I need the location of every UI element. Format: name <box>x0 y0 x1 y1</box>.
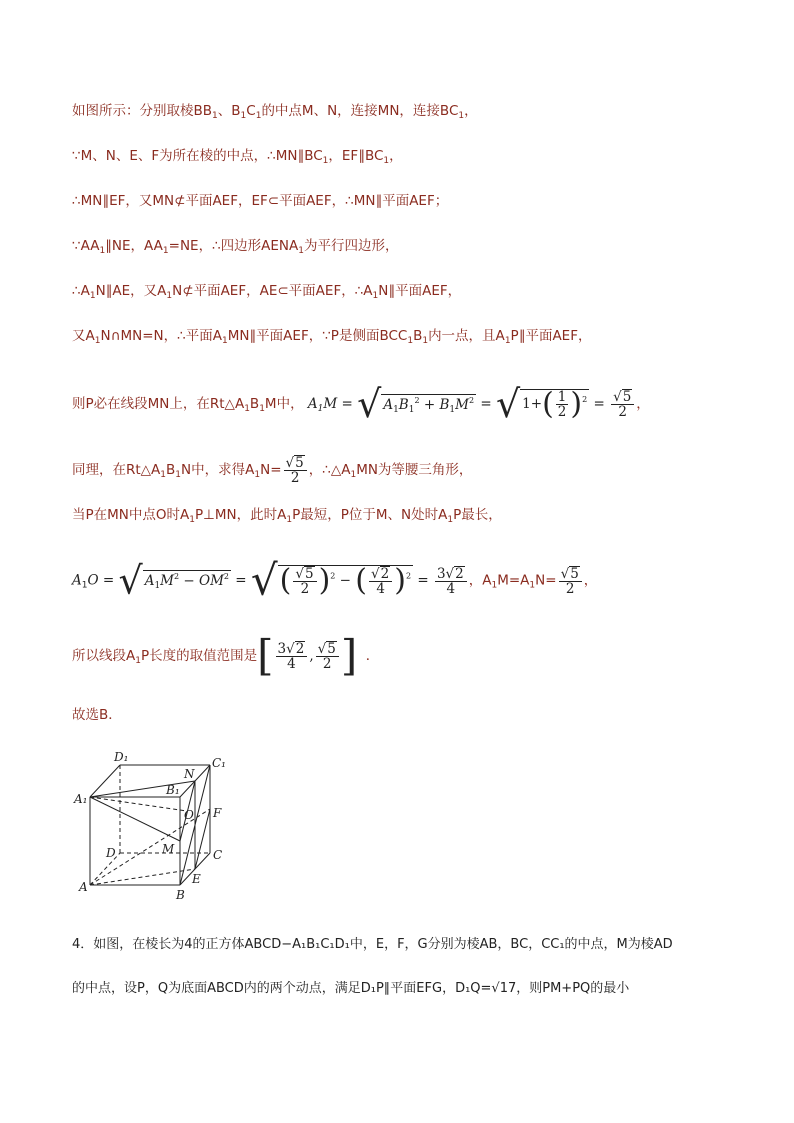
solution-line-9: 当P在MN中点O时$A_1P\perp MN$，此时$A_1P$最短，P位于M、N处时$A_1P$最长， <box>72 507 502 525</box>
solution-line-1: 如图所示：分别取棱$BB_1$、$B_1C_1$的中点M、N，连接MN，连接$BC_1$， <box>72 103 478 121</box>
solution-line-5: $\therefore A_1N\parallel AE$，又$A_1N⊄$平面AEF，AE⊂平面AEF，$\therefore A_1N\parallel$平面AEF， <box>72 283 462 301</box>
solution-line-4: $\because AA_1\parallel NE$，$AA_1=NE$，∴四边形$AENA_1$为平行四边形， <box>72 238 399 256</box>
solution-line-11: 所以线段$A_1P$长度的取值范围是[ $\frac{3√2}{4}$ , $\frac{√5}{2}$ ] ． <box>72 631 380 680</box>
label-D: D <box>106 846 116 860</box>
label-F: F <box>213 806 222 820</box>
label-C1: C₁ <box>212 756 226 770</box>
label-N: N <box>184 767 195 781</box>
solution-line-3: ∴MN∥EF，又MN⊄平面AEF，EF⊂平面AEF，∴MN∥平面AEF； <box>72 193 449 209</box>
question-4-line-2: 的中点，设P，Q为底面ABCD内的两个动点，满足D₁P∥平面EFG，D₁Q=√17，则PM+PQ的最小 <box>72 981 630 996</box>
label-A: A <box>79 880 88 894</box>
cube-figure <box>70 745 250 905</box>
label-B: B <box>176 888 185 902</box>
solution-line-6: 又$A_1N\cap MN=N$，∴平面$A_1MN\parallel$平面AEF，∵P是侧面$BCC_1B_1$内一点，且$A_1P\parallel$平面AEF， <box>72 328 592 346</box>
label-C: C <box>213 848 223 862</box>
label-B1: B₁ <box>166 783 180 797</box>
label-E: E <box>192 872 201 886</box>
question-4-line-1: 4．如图，在棱长为4的正方体ABCD−A₁B₁C₁D₁中，E，F，G分别为棱AB，BC，CC₁的中点，M为棱AD <box>72 937 673 952</box>
solution-line-7: 则P必在线段MN上，在$Rt\triangle A_1B_1M$中， $A_1M$ = √ $A_1B_1^2 + B_1M^2$ = √ 1+( $\frac{1}{2}$ )$^2$ = $\frac{√5}{2}$ ， <box>72 382 650 426</box>
solution-line-10: $A_1O$ = √ $A_1M^2 - OM^2$ = √( $\frac{√5}{2}$ )$^2$ − ( $\frac{√2}{4}$ )$^2$ = $\frac{3√2}{4}$ ，$A_1M=A_1N=$ $\frac{√5}{2}$ ， <box>72 555 598 605</box>
formula-a1m: $A_1M$ <box>307 396 338 414</box>
solution-line-8: 同理，在$Rt\triangle A_1B_1N$中，求得$A_1N=$ $\frac{√5}{2}$ ，$\therefore\triangle A_1MN$为等腰三角形， <box>72 455 473 486</box>
label-O: O <box>184 808 194 822</box>
solution-line-2: ∵M、N、E、F为所在棱的中点，$\therefore MN\parallel BC_1$，$EF\parallel BC_1$， <box>72 148 403 166</box>
label-M: M <box>162 842 175 856</box>
solution-line-12: 故选B． <box>72 707 122 723</box>
label-A1: A₁ <box>74 792 88 806</box>
label-D1: D₁ <box>114 750 129 764</box>
